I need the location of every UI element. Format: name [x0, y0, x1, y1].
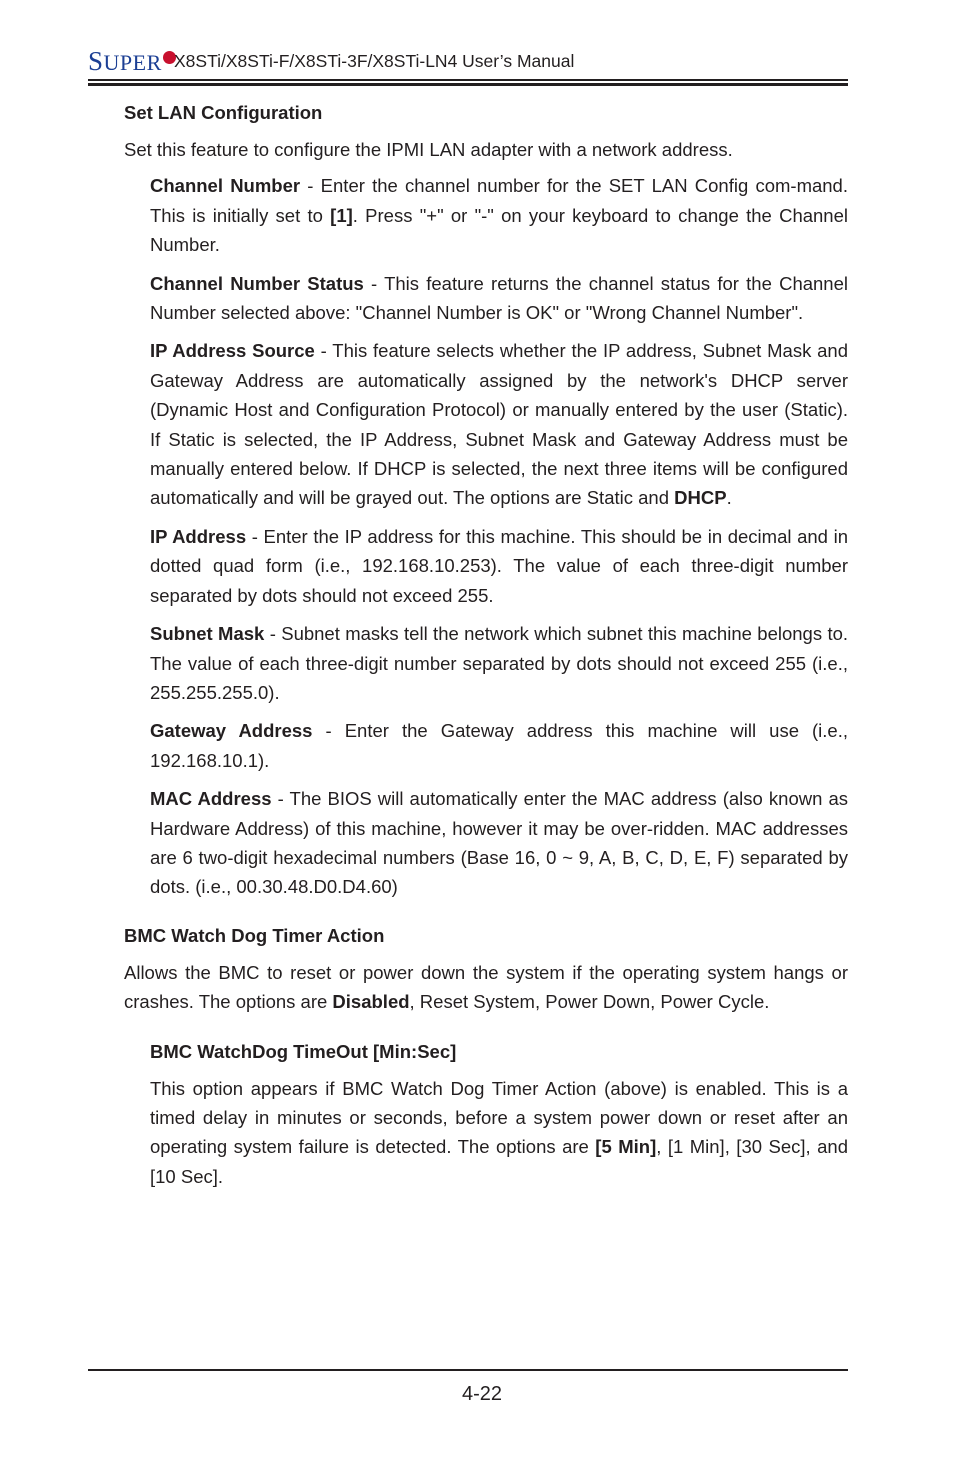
item-subnet-mask — [150, 619, 848, 707]
logo-rest: UPER — [103, 50, 162, 75]
footer-rule — [88, 1369, 848, 1371]
supermicro-logo — [88, 46, 176, 76]
item-term: Subnet Mask — [150, 623, 265, 645]
item-default: DHCP — [674, 487, 727, 509]
item-gateway-address — [150, 716, 848, 775]
item-ip-address — [150, 522, 848, 610]
set-lan-items — [150, 171, 848, 901]
item-term: IP Address — [150, 525, 247, 547]
item-text: - This feature returns the channel status for the Channel Number selected above: "Channel Number is OK" or "Wrong Channel Number". — [150, 272, 848, 324]
item-mac-address — [150, 784, 848, 902]
item-ip-address-source — [150, 336, 848, 512]
desc-default: Disabled — [332, 991, 410, 1013]
page-content — [124, 98, 848, 1191]
desc-default: [5 Min] — [595, 1136, 657, 1158]
item-term: Channel Number Status — [150, 272, 364, 294]
header-rule — [88, 79, 848, 81]
item-text: - Subnet masks tell the network which subnet this machine belongs to. The value of each three-digit number separated by dots should not exceed 255 (i.e., 255.255.255.0). — [150, 623, 849, 703]
subsection-desc-timeout — [150, 1074, 848, 1192]
page-header — [88, 44, 848, 84]
desc-text: , [1 Min], [30 Sec], and [10 Sec]. — [150, 1136, 848, 1187]
item-text: - This feature selects whether the IP address, Subnet Mask and Gateway Address are automatically assigned by the network's DHCP server (Dynamic Host and Configuration Protocol) or manually entered by the user (Static). If Static is selected, the IP Address, Subnet Mask and Gateway Address must be manually entered below. If DHCP is selected, the next three items will be configured automatically and will be grayed out. The options are Static and — [150, 340, 849, 509]
section-title-set-lan: Set LAN Configuration — [124, 102, 323, 123]
section-desc-set-lan: Set this feature to configure the IPMI LAN adapter with a network address. — [124, 139, 733, 160]
item-term: Channel Number — [150, 175, 301, 197]
logo-cap: S — [88, 46, 104, 76]
item-term: Gateway Address — [150, 720, 313, 742]
item-text: . Press "+" or "-" on your keyboard to change the Channel Number. — [150, 204, 848, 256]
page-number: 4-22 — [461, 1383, 503, 1405]
header-rule-thick — [88, 83, 848, 86]
subsection-title-timeout: BMC WatchDog TimeOut [Min:Sec] — [150, 1040, 457, 1062]
section-title-bmc-watchdog: BMC Watch Dog Timer Action — [124, 924, 385, 946]
manual-title: X8STi/X8STi-F/X8STi-3F/X8STi-LN4 User’s Manual — [174, 51, 575, 71]
item-text: - Enter the Gateway address this machine will use (i.e., 192.168.10.1). — [150, 720, 849, 771]
item-term: MAC Address — [150, 788, 272, 810]
desc-text: This option appears if BMC Watch Dog Timer Action (above) is enabled. This is a timed delay in minutes or seconds, before a system power down or reset after an operating system failure is detected. The options are — [150, 1077, 848, 1158]
desc-text: , Reset System, Power Down, Power Cycle. — [409, 991, 770, 1013]
item-channel-number — [150, 171, 848, 259]
item-channel-number-status — [150, 269, 848, 328]
desc-text: Allows the BMC to reset or power down the system if the operating system hangs or crashes. The options are — [124, 961, 848, 1013]
item-text: - The BIOS will automatically enter the MAC address (also known as Hardware Address) of this machine, however it may be over-ridden. MAC addresses are 6 two-digit hexadecimal numbers (Base 16, 0 ~ 9, A, B, C, D, E, F) separated by dots. (i.e., 00.30.48.D0.D4.60) — [150, 788, 848, 898]
item-term: IP Address Source — [150, 340, 315, 362]
item-text: - Enter the channel number for the SET LAN Config com-mand. This is initially set to — [150, 175, 848, 226]
bmc-watchdog-sub — [150, 1037, 848, 1192]
item-default: [1] — [330, 204, 353, 226]
item-text: . — [726, 487, 732, 509]
section-desc-bmc-watchdog — [124, 958, 848, 1017]
item-text: - Enter the IP address for this machine. This should be in decimal and in dotted quad form (i.e., 192.168.10.253). The value of each three-digit number separated by dots should not exceed 255. — [150, 525, 848, 606]
